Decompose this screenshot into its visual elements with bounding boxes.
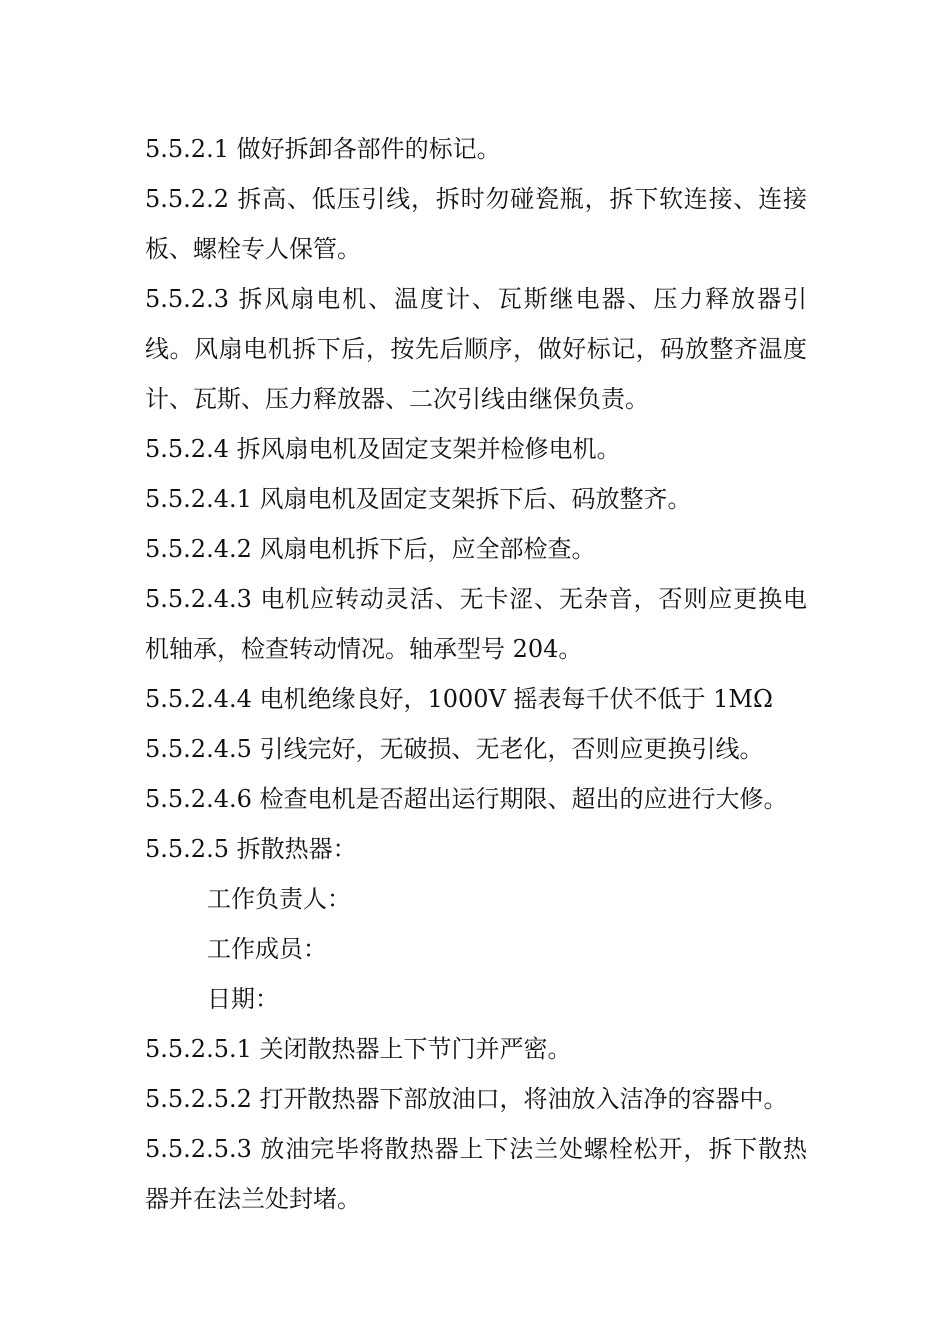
paragraph-5-5-2-4-2: 5.5.2.4.2 风扇电机拆下后，应全部检查。 [145, 535, 596, 563]
paragraph-5-5-2-5-3: 5.5.2.5.3 放油完毕将散热器上下法兰处螺栓松开，拆下散热器并在法兰处封堵。 [145, 1135, 807, 1213]
paragraph-5-5-2-4-6: 5.5.2.4.6 检查电机是否超出运行期限、超出的应进行大修。 [145, 785, 788, 813]
paragraph-5-5-2-4-1: 5.5.2.4.1 风扇电机及固定支架拆下后、码放整齐。 [145, 485, 692, 513]
work-leader-field: 工作负责人： [207, 885, 351, 913]
work-members-field: 工作成员： [207, 935, 327, 963]
date-field: 日期： [207, 985, 279, 1013]
paragraph-5-5-2-1: 5.5.2.1 做好拆卸各部件的标记。 [145, 135, 501, 163]
paragraph-5-5-2-5-2: 5.5.2.5.2 打开散热器下部放油口，将油放入洁净的容器中。 [145, 1085, 788, 1113]
paragraph-5-5-2-4-4: 5.5.2.4.4 电机绝缘良好，1000V 摇表每千伏不低于 1MΩ [145, 685, 773, 713]
paragraph-5-5-2-4: 5.5.2.4 拆风扇电机及固定支架并检修电机。 [145, 435, 621, 463]
document-body [145, 124, 807, 1224]
paragraph-5-5-2-4-3: 5.5.2.4.3 电机应转动灵活、无卡涩、无杂音，否则应更换电机轴承，检查转动情况。轴承型号 204。 [145, 585, 807, 663]
paragraph-5-5-2-5: 5.5.2.5 拆散热器： [145, 835, 357, 863]
paragraph-5-5-2-4-5: 5.5.2.4.5 引线完好，无破损、无老化，否则应更换引线。 [145, 735, 764, 763]
paragraph-5-5-2-2: 5.5.2.2 拆高、低压引线，拆时勿碰瓷瓶，拆下软连接、连接板、螺栓专人保管。 [145, 185, 807, 263]
paragraph-5-5-2-3: 5.5.2.3 拆风扇电机、温度计、瓦斯继电器、压力释放器引线。风扇电机拆下后，按先后顺序，做好标记，码放整齐温度计、瓦斯、压力释放器、二次引线由继保负责。 [145, 285, 807, 413]
paragraph-5-5-2-5-1: 5.5.2.5.1 关闭散热器上下节门并严密。 [145, 1035, 572, 1063]
